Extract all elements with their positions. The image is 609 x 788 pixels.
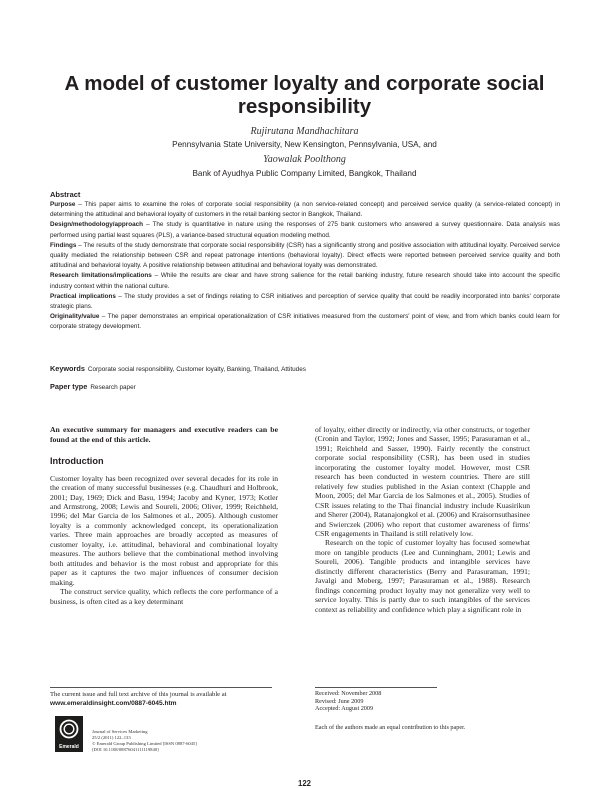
- abstract-findings: Findings – The results of the study demonstrate that corporate social responsibility (CSR) has a significantly strong and positive association with attitudinal loyalty. Perceived service quality mediated the relationship between CSR and repeat patronage intentions (behavioral loyalty). Direct effects were reported between perceived service quality and both attitudinal and behavioral loyalty. A positive relationship between attitudinal and behavioral loyalty was demonstrated.: [50, 241, 560, 270]
- footer-rule-left: [50, 687, 272, 688]
- article-dates: [315, 690, 515, 713]
- abstract-heading: Abstract: [50, 190, 81, 199]
- keywords: Keywords Corporate social responsibility, Customer loyalty, Banking, Thailand, Attitudes: [50, 364, 306, 373]
- logo-text: Emerald: [59, 744, 79, 750]
- abstract-purpose: Purpose – This paper aims to examine the roles of corporate social responsibility (a non service-related concept) and perceived service quality (a service-related concept) in determining the attitudinal and behavioral loyalty of customers in the retail banking sector in Bangkok, Thailand.: [50, 201, 561, 219]
- abstract-practical: Practical implications – The study provides a set of findings relating to CSR initiatives and perception of service quality that could be readily incorporated into banks' corporate strategic plans.: [50, 292, 560, 311]
- archive-note: The current issue and full text archive of this journal is available at www.emeraldinsight.com/0887-6045.htm: [50, 691, 227, 707]
- introduction-heading: Introduction: [50, 456, 104, 467]
- paper-title: A model of customer loyalty and corporate social responsibility: [64, 72, 545, 118]
- executive-summary-note: An executive summary for managers and executive readers can be found at the end of this article.: [50, 425, 278, 444]
- author-1-name: Rujirutana Mandhachitara: [250, 126, 359, 137]
- abstract-design: Design/methodology/approach – The study is quantitative in nature using the responses of 275 bank customers who answered a survey questionnaire. Data analysis was performed using partial least squares (PLS), a variance-based structural equation modeling method.: [50, 221, 560, 239]
- abstract-originality: Originality/value – The paper demonstrates an empirical operationalization of CSR initiatives measured from the customers' point of view, and from which banks could learn for corporate strategy development.: [50, 313, 560, 331]
- abstract-limitations: Research limitations/implications – While the results are clear and have strong salience for the retail banking industry, future research should take into account the specific industry context within the national culture.: [50, 272, 561, 290]
- footer-rule-right: [315, 687, 437, 688]
- author-2-name: Yaowalak Poolthong: [263, 154, 346, 165]
- emerald-logo-icon: [55, 716, 83, 752]
- intro-paragraph-2: The construct service quality, which reflects the core performance of a business, is often cited as a key determinant: [50, 587, 278, 606]
- right-column: [315, 425, 530, 614]
- journal-info: Journal of Services Marketing 25/2 (2011) 122–133 © Emerald Group Publishing Limited [ISSN 0887-6045] [DOI 10.1108/08876041111119840]: [92, 729, 197, 752]
- accepted-date: Accepted: August 2009: [315, 705, 374, 713]
- page-number: 122: [297, 779, 311, 788]
- received-date: Received: November 2008: [315, 690, 382, 697]
- paper-type: Paper type Research paper: [50, 382, 136, 391]
- revised-date: Revised: June 2009: [315, 697, 364, 705]
- author-contribution-note: Each of the authors made an equal contribution to this paper.: [315, 724, 466, 731]
- right-paragraph-2: Research on the topic of customer loyalty has focused somewhat more on tangible products (Lee and Cunningham, 2001; Lewis and Soureli, 2006). Tangible products and intangible services have distinctly different characteristics (Berry and Parasuraman, 1991; Javalgi and Moberg, 1997; Parasuraman et al., 1988). Research findings concerning product loyalty may not generalize very well to service loyalty. This is partly due to such intangibles of the services context as reliability and confidence which play a significant role in: [315, 538, 530, 614]
- left-column: [50, 425, 278, 606]
- author-2-affiliation: Bank of Ayudhya Public Company Limited, Bangkok, Thailand: [192, 169, 417, 178]
- intro-paragraph-1: Customer loyalty has been recognized over several decades for its role in the creation of many successful businesses (e.g. Chaudhuri and Holbrook, 2001; Day, 1969; Dick and Basu, 1994; Jacoby and Kyner, 1973; Kotler and Armstrong, 2008; Lewis and Soureli, 2006; Oliver, 1999; Reichheld, 1996; del Mar Garcia de los Salmones et al., 2005). Although customer loyalty is a commonly acknowledged concept, its operationalization varies. Three main approaches are broadly accepted as measures of customer loyalty, i.e. attitudinal, behavioral and combinational loyalty measures. The authors believe that the combinational method involving both attitudes and behavior is the most robust and appropriate for this paper as it captures the two major influences of consumer decision making.: [50, 473, 278, 587]
- right-paragraph-1: of loyalty, either directly or indirectly, via other constructs, or together (Cronin and Taylor, 1992; Jones and Sasser, 1995; Parasuraman et al., 1991; Reichheld and Sasser, 1990). Fairly recently the construct corporate social responsibility (CSR), has been used in studies incorporating the customer loyalty model. However, most CSR research has been conducted in western countries. There are still relatively few studies published in the Asian context (Chapple and Moon, 2005; del Mar Garcia de los Salmones et al., 2005). Studies of CSR issues relating to the Thai financial industry include Kuasirikun and Sherer (2004), Ratanajongkol et al. (2006) and Kraisornsuthasinee and Swierczek (2006) who report that customer awareness of firms' CSR engagements in Thailand is still relatively low.: [315, 425, 530, 538]
- author-1-affiliation: Pennsylvania State University, New Kensington, Pennsylvania, USA, and: [172, 140, 437, 149]
- archive-link[interactable]: www.emeraldinsight.com/0887-6045.htm: [50, 700, 177, 707]
- abstract: [50, 190, 560, 333]
